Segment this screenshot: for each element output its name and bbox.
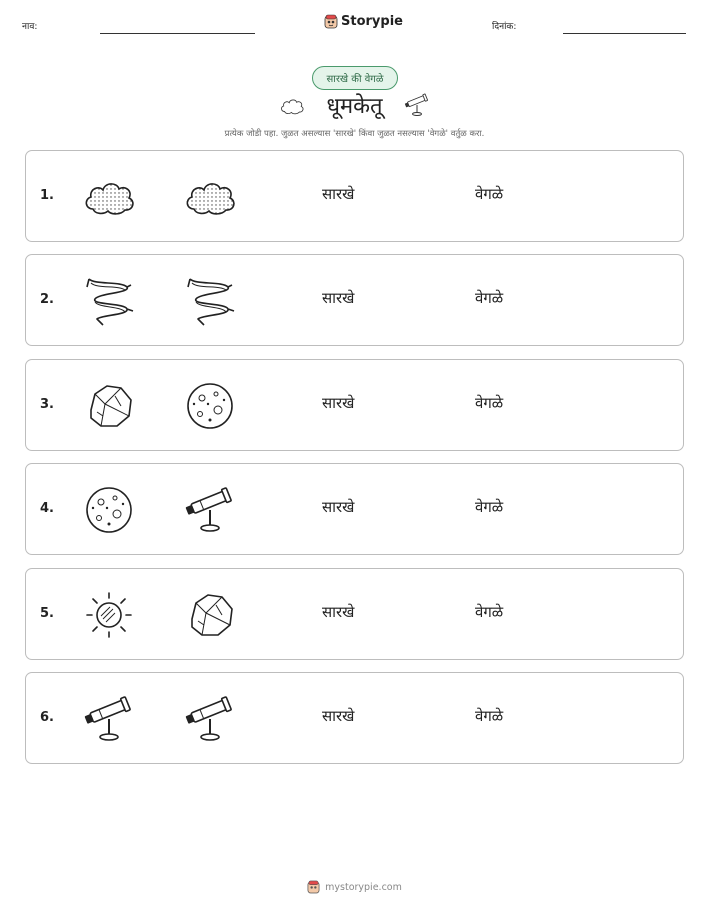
ribbon-icon (182, 275, 238, 327)
date-field[interactable] (563, 33, 686, 34)
telescope-icon (182, 693, 238, 745)
telescope-icon (402, 92, 432, 122)
storypie-mascot-icon (307, 880, 320, 894)
question-row-5 (25, 568, 684, 660)
question-row-2 (25, 254, 684, 346)
cloud-icon (182, 171, 238, 223)
rock-icon (81, 380, 137, 432)
option-different[interactable]: वेगळे (475, 185, 504, 203)
option-different[interactable]: वेगळे (475, 602, 504, 621)
sun-icon (81, 589, 137, 641)
option-different[interactable]: वेगळे (475, 393, 504, 412)
option-different[interactable]: वेगळे (475, 498, 504, 517)
option-different[interactable]: वेगळे (475, 707, 504, 725)
name-label: नाव: (22, 22, 38, 32)
option-same[interactable]: सारखे (322, 707, 355, 725)
question-row-6 (25, 672, 684, 764)
rock-icon (182, 589, 238, 641)
option-same[interactable]: सारखे (322, 185, 355, 203)
instructions: प्रत्येक जोडी पहा. जुळत असल्यास 'सारखे' किंवा जुळत नसल्यास 'वेगळे' वर्तुळ करा. (224, 129, 485, 139)
footer (0, 880, 709, 894)
telescope-icon (81, 693, 137, 745)
brand-name: Storypie (341, 14, 403, 29)
question-number: 5. (40, 605, 54, 621)
date-label: दिनांक: (492, 22, 517, 32)
question-number: 1. (40, 188, 54, 203)
question-number: 4. (40, 501, 54, 517)
question-number: 6. (40, 710, 54, 725)
question-number: 2. (40, 292, 54, 308)
option-same[interactable]: सारखे (322, 498, 355, 517)
ribbon-icon (81, 275, 137, 327)
moon-icon (81, 484, 137, 536)
telescope-icon (182, 484, 238, 536)
storypie-mascot-icon (324, 14, 338, 29)
option-same[interactable]: सारखे (322, 393, 355, 412)
worksheet-title: धूमकेतू (326, 94, 383, 119)
question-row-3 (25, 359, 684, 451)
brand-logo (324, 14, 403, 29)
option-same[interactable]: सारखे (322, 602, 355, 621)
cloud-icon (81, 171, 137, 223)
question-row-1 (25, 150, 684, 242)
option-same[interactable]: सारखे (322, 289, 355, 308)
worksheet-badge: सारखे की वेगळे (312, 66, 398, 90)
question-number: 3. (40, 396, 54, 412)
footer-site[interactable]: mystorypie.com (325, 881, 402, 893)
question-row-4 (25, 463, 684, 555)
option-different[interactable]: वेगळे (475, 289, 504, 308)
name-field[interactable] (100, 33, 255, 34)
moon-icon (182, 380, 238, 432)
